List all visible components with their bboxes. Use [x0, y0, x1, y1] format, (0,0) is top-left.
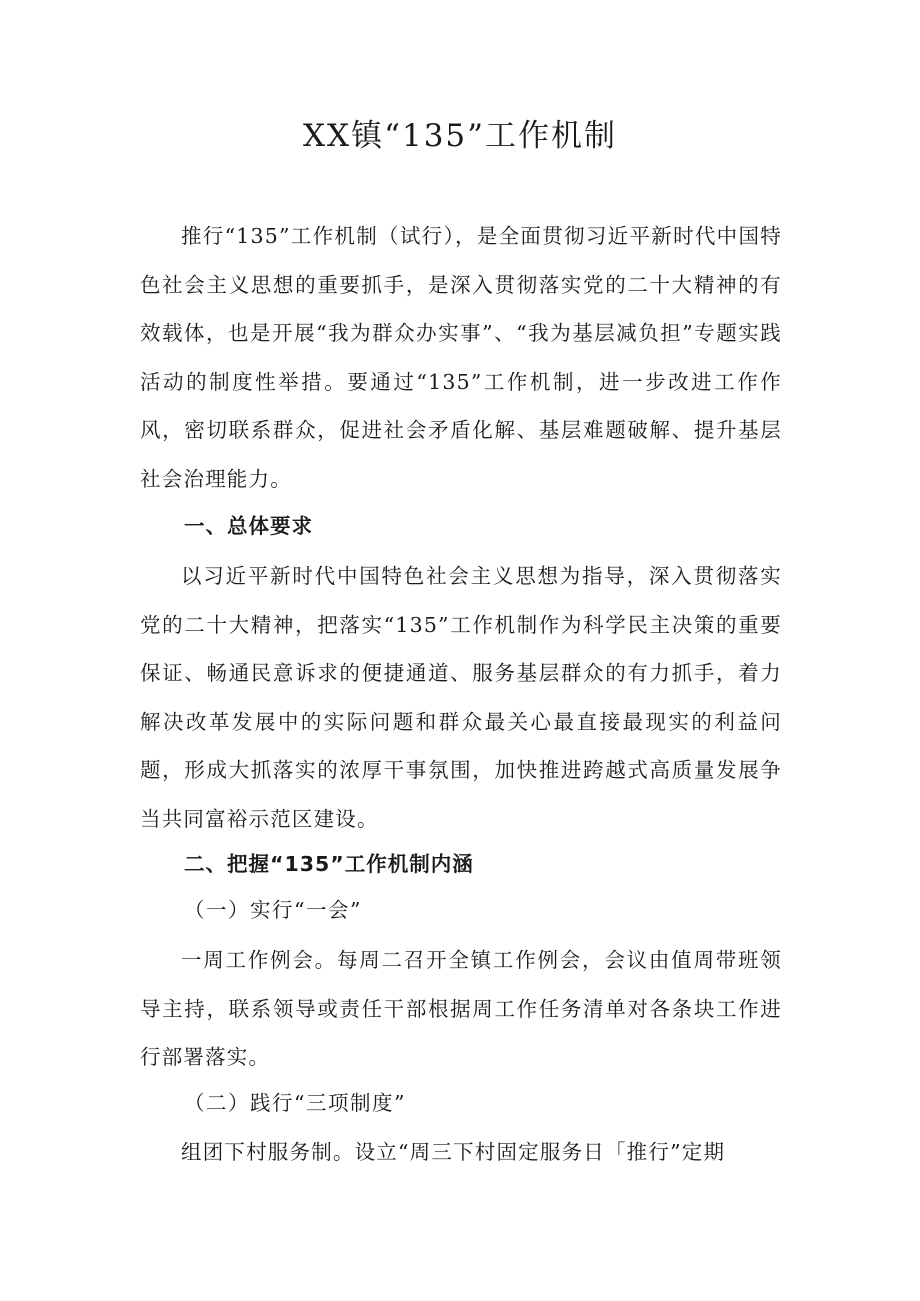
document-title: XX镇“135”工作机制 [302, 118, 617, 154]
section-1-paragraph: 以习近平新时代中国特色社会主义思想为指导，深入贯彻落实党的二十大精神，把落实“135”工作机制作为科学民主决策的重要保证、畅通民意诉求的便捷通道、服务基层群众的有力抓手，着力解决改革发展中的实际问题和群众最关心最直接最现实的利益问题，形成大抓落实的浓厚干事氛围，加快推进跨越式高质量发展争当共同富裕示范区建设。 [140, 564, 782, 831]
subsection-2-heading: （二）践行“三项制度” [184, 1091, 406, 1115]
section-2-heading: 二、把握“135”工作机制内涵 [184, 852, 474, 876]
subsection-1-paragraph: 一周工作例会。每周二召开全镇工作例会，会议由值周带班领导主持，联系领导或责任干部根据周工作任务清单对各条块工作进行部署落实。 [140, 948, 782, 1069]
subsection-1-heading: （一）实行“一会” [184, 898, 362, 922]
subsection-2-paragraph: 组团下村服务制。设立“周三下村固定服务日「推行”定期 [181, 1140, 726, 1164]
intro-paragraph: 推行“135”工作机制（试行），是全面贯彻习近平新时代中国特色社会主义思想的重要抓手，是深入贯彻落实党的二十大精神的有效载体，也是开展“我为群众办实事”、“我为基层减负担”专题实践活动的制度性举措。要通过“135”工作机制，进一步改进工作作风，密切联系群众，促进社会矛盾化解、基层难题破解、提升基层社会治理能力。 [140, 224, 782, 491]
section-1-heading: 一、总体要求 [184, 514, 313, 538]
